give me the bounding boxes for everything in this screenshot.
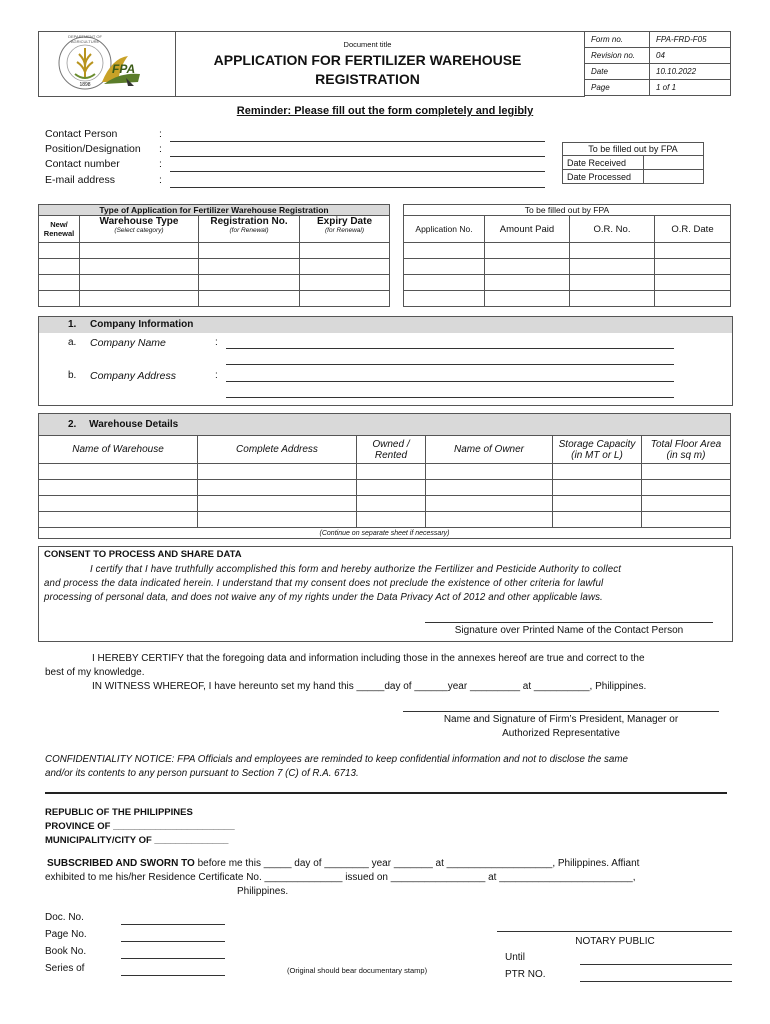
col-owner-name: Name of Owner	[426, 436, 553, 464]
contact-person-label: Contact Person	[45, 128, 118, 140]
position-label: Position/Designation	[45, 143, 141, 155]
ptr-no-field[interactable]	[580, 981, 732, 982]
certify-line1: I HEREBY CERTIFY that the foregoing data and information including those in the annexes hereof are true and correct to the	[92, 653, 645, 664]
col-storage-capacity: Storage Capacity	[558, 438, 636, 450]
position-field[interactable]	[170, 156, 545, 157]
col-warehouse-type-sub: (Select category)	[114, 227, 164, 234]
consent-title: CONSENT TO PROCESS AND SHARE DATA	[44, 549, 242, 560]
fpa-box-title: To be filled out by FPA	[563, 143, 704, 156]
president-signature-line[interactable]	[403, 711, 719, 712]
item-b: b.	[68, 370, 77, 381]
table-row	[39, 275, 390, 291]
col-amount-paid: Amount Paid	[485, 216, 570, 243]
form-title-line1: APPLICATION FOR FERTILIZER WAREHOUSE	[213, 52, 522, 68]
colon: :	[215, 337, 218, 348]
company-name-label: Company Name	[90, 337, 166, 349]
col-complete-address: Complete Address	[198, 436, 357, 464]
col-floor-unit: (in sq m)	[666, 449, 706, 461]
warehouse-details-table	[38, 413, 731, 539]
app-type-title: Type of Application for Fertilizer Warehouse Registration	[39, 205, 390, 216]
email-label: E-mail address	[45, 174, 116, 186]
meta-value: 04	[650, 48, 731, 64]
table-row	[404, 291, 731, 307]
book-no-label: Book No.	[45, 946, 87, 957]
company-name-field[interactable]	[226, 348, 674, 349]
witness-line: IN WITNESS WHEREOF, I have hereunto set my hand this _____day of ______year _________ at __________, Philippines.	[92, 681, 647, 692]
notary-public-label: NOTARY PUBLIC	[575, 936, 655, 947]
confidentiality-line2: and/or its contents to any person pursuant to Section 7 (C) of R.A. 6713.	[45, 768, 359, 779]
payment-table	[403, 204, 731, 307]
col-expiry-date: Expiry Date	[316, 216, 373, 227]
col-application-no: Application No.	[404, 216, 485, 243]
consent-text-line2: and process the data indicated herein. I understand that my consent does not preclude the existence of other criteria for lawful	[44, 578, 604, 589]
payment-title: To be filled out by FPA	[404, 205, 731, 216]
sworn-rest: before me this _____ day of ________ year _______ at ___________________, Philippines. Affiant	[194, 858, 640, 869]
contact-number-label: Contact number	[45, 158, 120, 170]
logo-year: 1898	[79, 82, 91, 88]
company-address-field-2[interactable]	[226, 397, 674, 398]
table-row	[39, 291, 390, 307]
table-row	[404, 259, 731, 275]
document-title-label: Document title	[343, 40, 392, 49]
president-signature-label: Name and Signature of Firm’s President, Manager or	[443, 714, 679, 725]
doc-no-label: Doc. No.	[45, 912, 84, 923]
table-row	[39, 496, 731, 512]
meta-label: Page	[585, 80, 650, 96]
sworn-line3: Philippines.	[237, 886, 289, 897]
sworn-bold: SUBSCRIBED AND SWORN TO	[47, 858, 195, 869]
meta-label: Form no.	[585, 32, 650, 48]
series-label: Series of	[45, 963, 85, 974]
table-row	[39, 259, 390, 275]
divider	[45, 792, 727, 794]
table-row	[39, 480, 731, 496]
application-type-table	[38, 204, 390, 307]
table-row	[404, 275, 731, 291]
date-processed-field[interactable]	[644, 170, 704, 184]
col-warehouse-type: Warehouse Type	[99, 216, 179, 227]
contact-person-field[interactable]	[170, 141, 545, 142]
section-number: 1.	[68, 319, 77, 330]
contact-signature-line[interactable]	[425, 622, 713, 623]
contact-number-field[interactable]	[170, 171, 545, 172]
until-label: Until	[505, 952, 526, 963]
consent-text-line3: processing of personal data, and does not waive any of my rights under the Data Privacy Act of 2012 and other applicable laws.	[44, 592, 603, 603]
email-field[interactable]	[170, 187, 545, 188]
col-storage-unit: (in MT or L)	[571, 449, 623, 461]
table-row	[404, 243, 731, 259]
fpa-logo	[98, 52, 142, 88]
meta-label: Revision no.	[585, 48, 650, 64]
col-expiry-sub: (for Renewal)	[324, 227, 364, 234]
consent-text-line1: I certify that I have truthfully accomplished this form and hereby authorize the Fertilizer and Pesticide Authority to collect	[90, 564, 622, 575]
meta-label: Date	[585, 64, 650, 80]
fpa-date-box	[562, 142, 704, 184]
meta-value: FPA-FRD-F05	[650, 32, 731, 48]
page-no-field[interactable]	[121, 941, 225, 942]
col-warehouse-name: Name of Warehouse	[39, 436, 198, 464]
col-new-renewal: New/ Renewal	[39, 216, 80, 243]
municipality-label: MUNICIPALITY/CITY OF ______________	[45, 835, 229, 846]
date-received-field[interactable]	[644, 156, 704, 170]
company-address-field[interactable]	[226, 381, 674, 382]
sworn-line2: exhibited to me his/her Residence Certificate No. ______________ issued on _________________ at ________________________,	[45, 872, 636, 883]
fpa-logo-text: FPA	[112, 62, 136, 76]
warehouse-details-title: Warehouse Details	[89, 419, 179, 430]
section-number: 2.	[68, 419, 77, 430]
colon: :	[159, 128, 162, 140]
contact-signature-label: Signature over Printed Name of the Contact Person	[454, 625, 684, 636]
company-name-field-2[interactable]	[226, 364, 674, 365]
authorized-rep-label: Authorized Representative	[502, 728, 620, 739]
series-field[interactable]	[121, 975, 225, 976]
col-floor-area: Total Floor Area	[650, 438, 722, 450]
company-info-title: Company Information	[90, 319, 194, 330]
colon: :	[159, 174, 162, 186]
col-or-no: O.R. No.	[570, 216, 655, 243]
date-processed-label: Date Processed	[563, 170, 644, 184]
table-row	[39, 464, 731, 480]
reminder: Reminder: Please fill out the form completely and legibly	[236, 105, 534, 117]
until-field[interactable]	[580, 964, 732, 965]
meta-value: 1 of 1	[650, 80, 731, 96]
col-registration-no: Registration No.	[210, 216, 288, 227]
colon: :	[159, 143, 162, 155]
form-meta-table	[584, 31, 731, 96]
sworn-line1	[47, 858, 639, 869]
notary-signature-line[interactable]	[497, 931, 732, 932]
col-owned: Owned /	[372, 438, 410, 450]
confidentiality-line1: CONFIDENTIALITY NOTICE: FPA Officials and employees are reminded to keep confidential information and not to disclose the same	[45, 754, 628, 765]
company-address-label: Company Address	[90, 370, 176, 382]
col-or-date: O.R. Date	[655, 216, 731, 243]
documentary-stamp-note: (Original should bear documentary stamp)	[287, 966, 428, 975]
province-label: PROVINCE OF _______________________	[45, 821, 235, 832]
col-registration-sub: (for Renewal)	[229, 227, 269, 234]
doc-no-field[interactable]	[121, 924, 225, 925]
book-no-field[interactable]	[121, 958, 225, 959]
ptr-no-label: PTR NO.	[505, 969, 546, 980]
page-no-label: Page No.	[45, 929, 87, 940]
table-row	[39, 243, 390, 259]
item-a: a.	[68, 337, 77, 348]
certify-line2: best of my knowledge.	[45, 667, 145, 678]
date-received-label: Date Received	[563, 156, 644, 170]
republic-label: REPUBLIC OF THE PHILIPPINES	[45, 807, 193, 818]
form-title-line2: REGISTRATION	[315, 71, 420, 87]
col-rented: Rented	[374, 449, 408, 461]
colon: :	[159, 158, 162, 170]
table-row	[39, 512, 731, 528]
meta-value: 10.10.2022	[650, 64, 731, 80]
continue-note: (Continue on separate sheet if necessary)	[39, 528, 731, 539]
colon: :	[215, 370, 218, 381]
logo-text: DEPARTMENT OF AGRICULTURE	[68, 34, 102, 44]
